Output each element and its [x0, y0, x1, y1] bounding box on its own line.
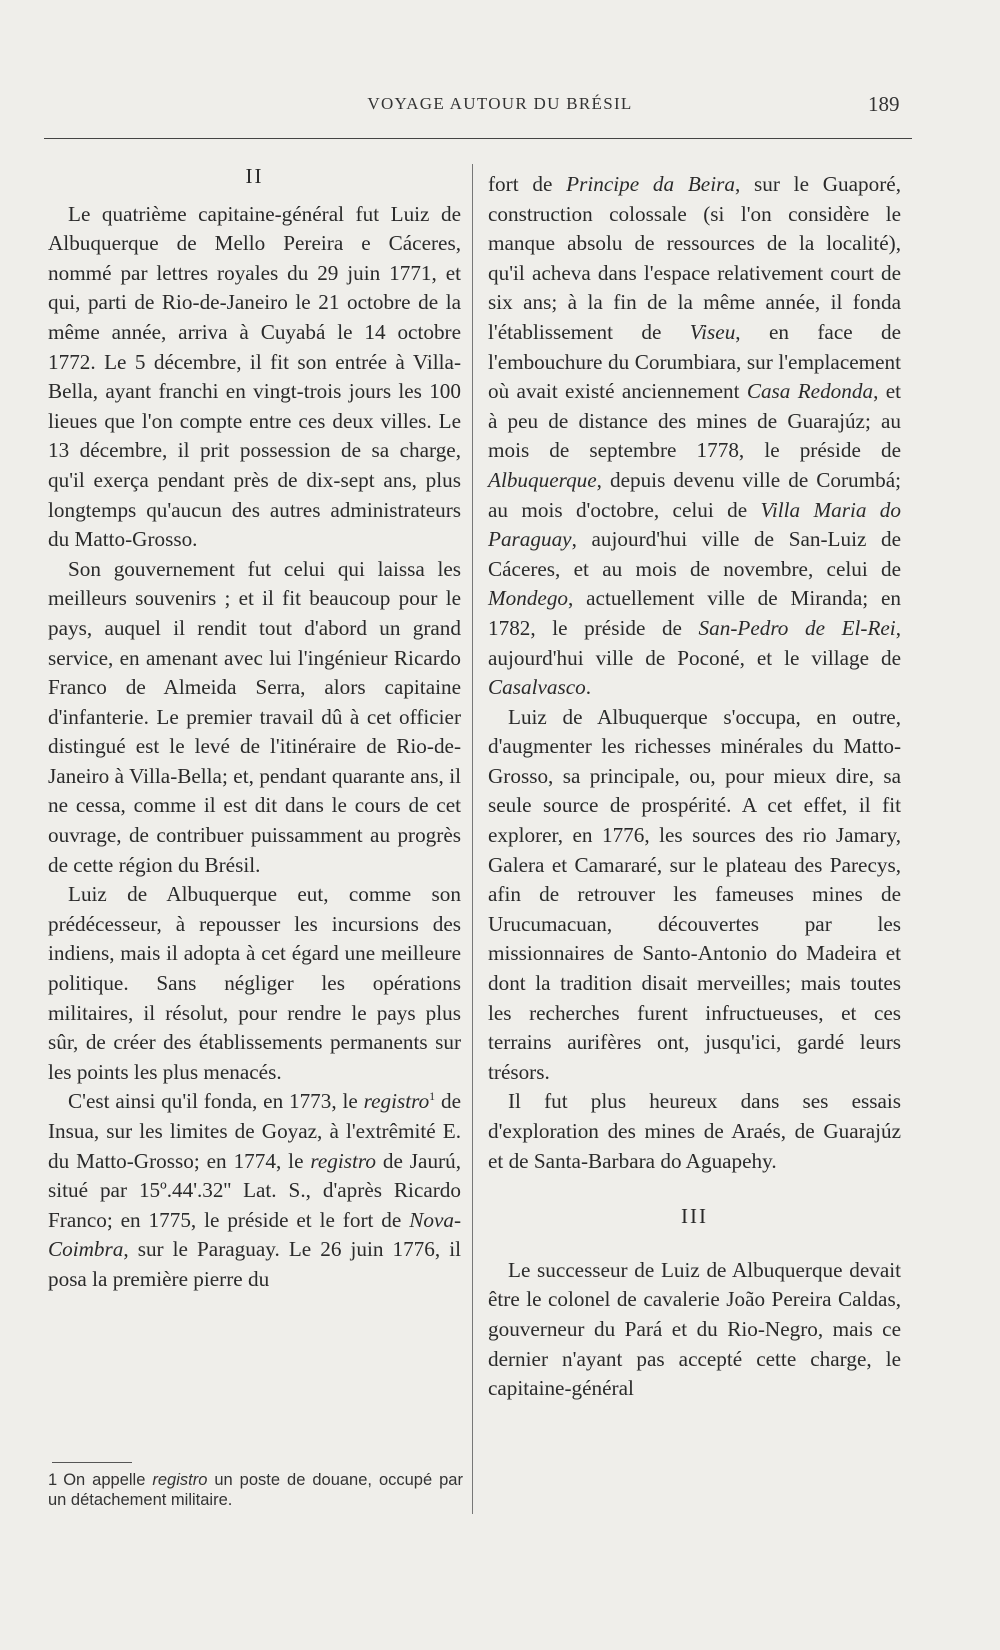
running-header: VOYAGE AUTOUR DU BRÉSIL [367, 94, 633, 113]
footnote-number: 1 [48, 1471, 58, 1489]
italic-term: registro [152, 1471, 208, 1489]
footnote-ref: 1 [429, 1089, 436, 1104]
right-column [488, 170, 901, 1404]
italic-term: Principe da Beira [566, 172, 735, 196]
italic-term: Casa Redonda [746, 379, 874, 404]
left-column [48, 162, 461, 1295]
paragraph: Le quatrième capitaine-général fut Luiz de Albuquerque de Mello Pereira e Cáceres, nommé par lettres royales du 29 juin 1771, et qui, parti de Rio-de-Janeiro le 21 octobre de la même année, arriva à Cuyabá le 14 octobre 1772. Le 5 décembre, il fit son entrée à Villa-Bella, ayant franchi en vingt-trois jours les 100 lieues que l'on compte entre ces deux villes. Le 13 décembre, il prit possession de sa charge, qu'il exerça pendant près de dix-sept ans, plus longtemps qu'aucun des autres administrateurs du Matto-Grosso. [48, 201, 461, 552]
column-divider [472, 164, 473, 1514]
paragraph: fort de Principe da Beira, sur le Guaporé, construction colossale (si l'on considère le manque absolu de ressources de la localité), qu'il acheva dans l'espace relativement court de six ans; à la fin de la même année, il fonda l'établissement de Viseu, en face de l'embouchure du Corumbiara, sur l'emplacement où avait existé anciennement Casa Redonda, et à peu de distance des mines de Guarajúz; au mois de septembre 1778, le préside de Albuquerque, depuis devenu ville de Corumbá; au mois d'octobre, celui de Villa Maria do Paraguay, aujourd'hui ville de San-Luiz de Cáceres, et au mois de novembre, celui de Mondego, actuellement ville de Miranda; en 1782, le préside de San-Pedro de El-Rei, aujourd'hui ville de Poconé, et le village de Casalvasco. [488, 172, 902, 700]
paragraph: Luiz de Albuquerque eut, comme son prédécesseur, à repousser les incursions des indiens, mais il adopta à cet égard une meilleure politique. Sans négliger les opérations militaires, il résolut, pour rendre le pays plus sûr, de créer des établissements permanents sur les points les plus menacés. [48, 882, 461, 1084]
paragraph: Son gouvernement fut celui qui laissa les meilleurs souvenirs ; et il fit beaucoup pour le pays, auquel il rendit tout d'abord un grand service, en amenant avec lui l'ingénieur Ricardo Franco de Almeida Serra, alors capitaine d'infanterie. Le premier travail dû à cet officier distingué est le levé de l'itinéraire de Rio-de-Janeiro à Villa-Bella; et, pendant quarante ans, il ne cessa, comme il est dit dans le cours de cet ouvrage, de contribuer puissamment au progrès de cette région du Brésil. [48, 556, 461, 877]
footnote-rule [52, 1462, 132, 1463]
italic-term: Mondego [488, 586, 569, 611]
italic-term: registro [363, 1089, 430, 1114]
paragraph: C'est ainsi qu'il fonda, en 1773, le registro$^1$ de Insua, sur les limites de Goyaz, à l'extrêmité E. du Matto-Grosso; en 1774, le registro de Jaurú, situé par 15º.44'.32'' Lat. S., d'après Ricardo Franco; en 1775, le préside et le fort de Nova-Coimbra, sur le Paraguay. Le 26 juin 1776, il posa la première pierre du [48, 1089, 462, 1291]
page-number: 189 [868, 92, 900, 116]
italic-term: Villa Maria do Paraguay [488, 497, 901, 552]
italic-term: Viseu [689, 319, 736, 344]
paragraph: Il fut plus heureux dans ses essais d'exploration des mines de Araés, de Guarajúz et de Santa-Barbara do Aguapehy. [488, 1089, 901, 1173]
footnote: 1 On appelle registro un poste de douane, occupé par un détachement militaire. [48, 1471, 463, 1509]
section-heading-ii: II [245, 164, 264, 188]
italic-term: Nova-Coimbra [48, 1207, 461, 1262]
header-rule [44, 138, 912, 139]
paragraph: Le successeur de Luiz de Albuquerque devait être le colonel de cavalerie João Pereira Caldas, gouverneur du Pará et du Rio-Negro, mais ce dernier n'ayant pas accepté cette charge, le capitaine-général [488, 1257, 901, 1401]
italic-term: registro [310, 1148, 376, 1173]
italic-term: Albuquerque [488, 467, 597, 492]
section-heading-iii: III [681, 1204, 708, 1229]
italic-term: San-Pedro de El-Rei [698, 615, 896, 640]
italic-term: Casalvasco [488, 675, 586, 700]
paragraph: Luiz de Albuquerque s'occupa, en outre, d'augmenter les richesses minérales du Matto-Grosso, sa principale, ou, pour mieux dire, sa seule source de prospérité. A cet effet, il fit explorer, en 1776, les sources des rio Jamary, Galera et Camararé, sur le plateau des Parecys, afin de retrouver les fameuses mines de Urucumacuan, découvertes par les missionnaires de Santo-Antonio do Madeira et dont la tradition disait merveilles; mais toutes les recherches furent infructueuses, et ces terrains aurifères ont, jusqu'ici, gardé leurs trésors. [488, 704, 901, 1084]
